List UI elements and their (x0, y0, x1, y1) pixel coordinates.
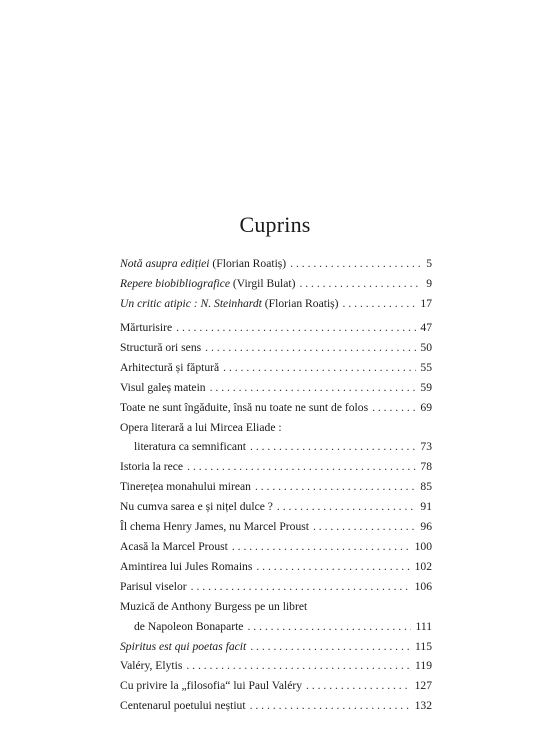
toc-entry[interactable] (120, 437, 432, 457)
toc-entry-title: de Napoleon Bonaparte (134, 619, 244, 633)
toc-entry[interactable] (120, 477, 432, 497)
toc-entry[interactable] (120, 318, 432, 338)
toc-entry-page: 106 (414, 579, 432, 593)
toc-entry-page: 69 (420, 400, 432, 414)
toc-entry-title-line1: Muzică de Anthony Burgess pe un libret (120, 599, 308, 613)
toc-entry-page: 78 (420, 460, 432, 474)
toc-entry-title: literatura ca semnificant (134, 440, 247, 454)
toc-entry-title: Amintirea lui Jules Romains (120, 559, 253, 573)
toc-entry-page: 73 (420, 440, 432, 454)
toc-chapters (120, 318, 432, 716)
toc-entry-title: Arhitectură și făptură (120, 360, 220, 374)
dot-leader (232, 537, 411, 557)
toc-entry-page: 5 (426, 257, 432, 270)
toc-entry[interactable] (120, 656, 432, 676)
toc-entry-page: 96 (420, 520, 432, 534)
toc-entry-page: 100 (414, 539, 432, 553)
dot-leader (313, 517, 416, 537)
dot-leader (187, 457, 416, 477)
toc-entry-page: 132 (414, 699, 432, 713)
toc-entry[interactable] (120, 254, 432, 274)
toc-entry-page: 59 (420, 380, 432, 394)
toc-entry[interactable] (120, 274, 432, 294)
toc-entry[interactable] (120, 637, 432, 657)
toc-entry[interactable] (120, 577, 432, 597)
toc-entry-page: 115 (415, 639, 432, 653)
toc-entry-page: 17 (420, 296, 432, 310)
dot-leader (250, 437, 416, 457)
toc-entry[interactable] (120, 294, 432, 314)
toc-entry-title: Valéry, Elytis (120, 659, 183, 673)
dot-leader (306, 676, 411, 696)
toc-entry-italic: Un critic atipic : N. Steinhardt (120, 296, 262, 310)
toc-entry-title: Parisul viselor (120, 579, 187, 593)
dot-leader (343, 294, 417, 314)
toc-entry[interactable] (120, 378, 432, 398)
dot-leader (247, 617, 411, 637)
toc-entry-page: 127 (414, 679, 432, 693)
toc-entry[interactable] (120, 676, 432, 696)
toc-entry[interactable] (120, 617, 432, 637)
toc-entry-title: Mărturisire (120, 321, 173, 334)
dot-leader (290, 254, 422, 274)
dot-leader (277, 497, 416, 517)
toc-entry-page: 55 (420, 360, 432, 374)
toc-entry-title (120, 274, 295, 294)
toc-entry-title: Tinerețea monahului mirean (120, 480, 251, 494)
toc-entry-title (120, 294, 339, 314)
dot-leader (191, 577, 411, 597)
toc-entry-page: 91 (420, 500, 432, 514)
toc-entry-title: Toate ne sunt îngăduite, însă nu toate ne sunt de folos (120, 400, 369, 414)
toc-entry-title: Centenarul poetului neștiut (120, 699, 246, 713)
toc-entry-title (120, 637, 246, 657)
toc-entry-title: Acasă la Marcel Proust (120, 539, 228, 553)
toc-entry-page: 102 (414, 559, 432, 573)
toc-entry[interactable] (120, 497, 432, 517)
toc-entry-author: (Virgil Bulat) (230, 276, 296, 290)
toc-entry[interactable] (120, 517, 432, 537)
toc-entry-title: Îl chema Henry James, nu Marcel Proust (120, 520, 309, 534)
toc-entry-author: (Florian Roatiș) (261, 296, 339, 310)
toc-front-matter (120, 254, 432, 314)
dot-leader (299, 274, 422, 294)
dot-leader (256, 557, 410, 577)
toc-entry[interactable] (120, 537, 432, 557)
dot-leader (255, 477, 416, 497)
dot-leader (186, 656, 411, 676)
toc-entry-title (120, 254, 286, 274)
toc-entry-italic: Repere biobibliografice (120, 276, 231, 290)
toc-entry[interactable] (120, 696, 432, 716)
toc-entry-author: (Florian Roatiș) (209, 257, 287, 270)
toc-entry-title: Visul galeș matein (120, 380, 206, 394)
toc-entry-page: 111 (415, 619, 432, 633)
page-title: Cuprins (239, 212, 311, 237)
toc-entry-italic: Notă asupra ediției (120, 257, 210, 270)
toc-entry-page: 85 (420, 480, 432, 494)
dot-leader (372, 398, 416, 418)
toc-entry[interactable] (120, 557, 432, 577)
toc-entry[interactable] (120, 358, 432, 378)
toc-entry-page: 50 (420, 340, 432, 354)
toc-entry-title: Cu privire la „filosofia“ lui Paul Valéry (120, 679, 303, 693)
toc-entry-title-line1: Opera literară a lui Mircea Eliade : (120, 420, 282, 434)
toc-entry-title: Istoria la rece (120, 460, 184, 474)
toc-entry-title: Structură ori sens (120, 340, 202, 354)
dot-leader (250, 696, 411, 716)
dot-leader (223, 358, 416, 378)
toc-entry[interactable] (120, 457, 432, 477)
dot-leader (176, 318, 416, 338)
toc-entry[interactable] (120, 398, 432, 418)
toc-entry-page: 119 (415, 659, 432, 673)
toc-entry-title: Nu cumva sarea e și nițel dulce ? (120, 500, 273, 514)
dot-leader (205, 338, 416, 358)
toc-entry-page: 9 (426, 276, 432, 290)
dot-leader (250, 637, 411, 657)
dot-leader (210, 378, 417, 398)
toc-entry[interactable] (120, 338, 432, 358)
toc-entry-italic: Spiritus est qui poetas facit (120, 639, 247, 653)
toc-entry-page: 47 (420, 321, 432, 334)
